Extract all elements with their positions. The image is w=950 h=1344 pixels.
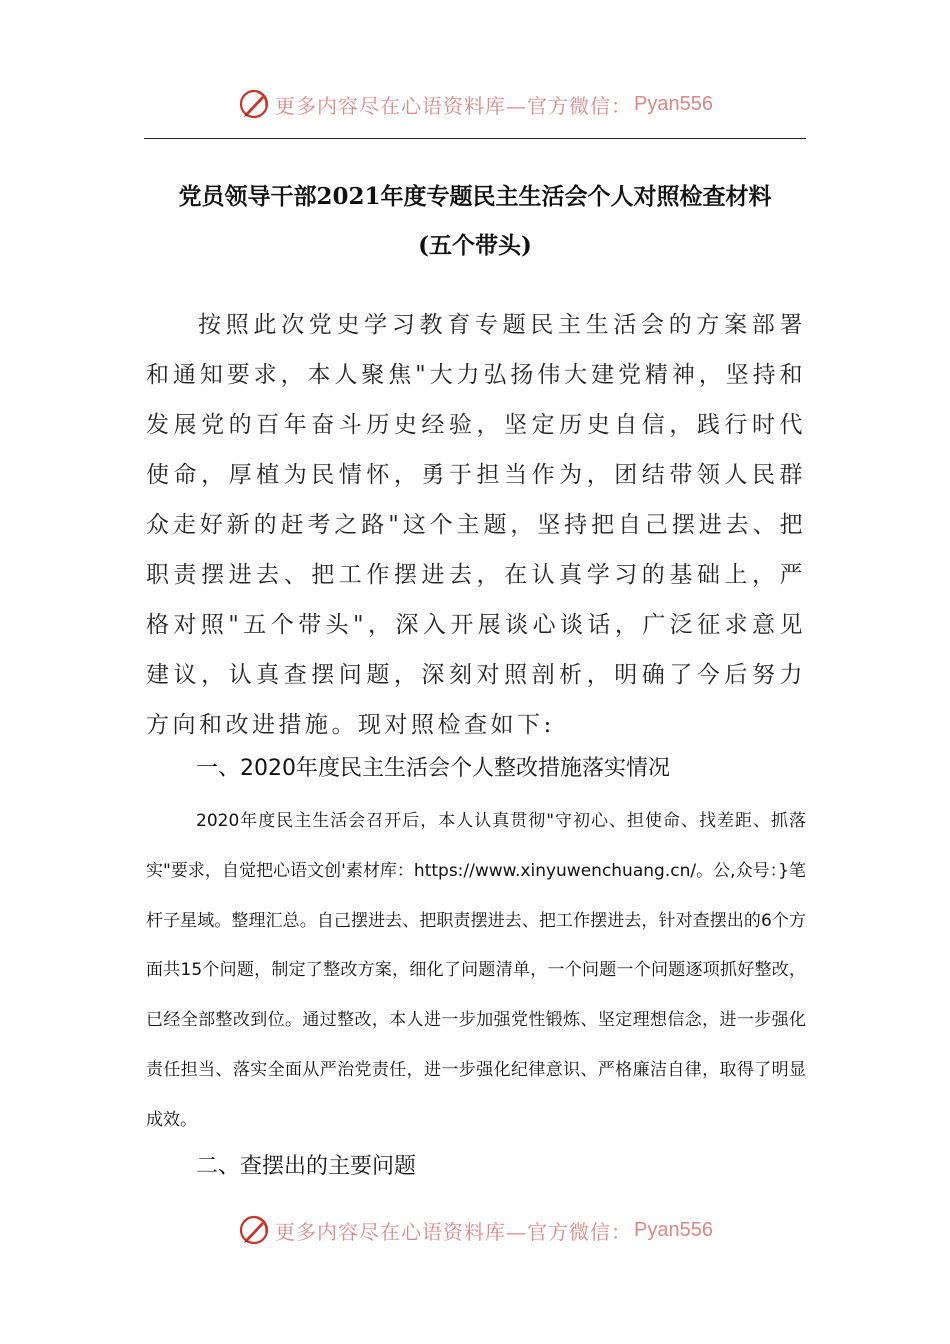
document-subtitle: (五个带头) bbox=[418, 232, 532, 259]
header-divider bbox=[144, 138, 806, 139]
document-title: 党员领导干部2021年度专题民主生活会个人对照检查材料 bbox=[178, 183, 772, 210]
banner-text: 更多内容尽在心语资料库—官方微信： bbox=[275, 93, 633, 118]
section-1-body: 2020年度民主生活会召开后，本人认真贯彻"守初心、担使命、找差距、抓落实"要求，自觉把心语文创'素材库：https://www.xinyuwenchuang.cn/。公,众号：}笔杆子星域。整理汇总。自己摆进去、把职责摆进去、把工作摆进去，针对查摆出的6个方面共15个问题，制定了整改方案，细化了问题清单，一个问题一个问题逐项抓好整改，已经全部整改到位。通过整改，本人进一步加强党性锻炼、坚定理想信念，进一步强化责任担当、落实全面从严治党责任，进一步强化纪律意识、严格廉洁自律，取得了明显成效。 bbox=[146, 811, 806, 1130]
section-2-heading: 二、查摆出的主要问题 bbox=[196, 1154, 417, 1179]
intro-paragraph: 按照此次党史学习教育专题民主生活会的方案部署和通知要求，本人聚焦"大力弘扬伟大建党精神，坚持和发展党的百年奋斗历史经验，坚定历史自信，践行时代使命，厚植为民情怀，勇于担当作为，团结带领人民群众走好新的赶考之路"这个主题，坚持把自己摆进去、把职责摆进去、把工作摆进去，在认真学习的基础上，严格对照"五个带头"，深入开展谈心谈话，广泛征求意见建议，认真查摆问题，深刻对照剖析，明确了今后努力方向和改进措施。现对照检查如下: bbox=[146, 312, 806, 738]
pen-logo-icon bbox=[237, 87, 271, 121]
pen-logo-icon bbox=[237, 1213, 271, 1247]
footer-banner bbox=[0, 1210, 950, 1250]
section-1-heading: 一、2020年度民主生活会个人整改措施落实情况 bbox=[196, 756, 670, 781]
header-banner bbox=[0, 84, 950, 124]
banner-text: 更多内容尽在心语资料库—官方微信： bbox=[275, 1219, 633, 1244]
banner-wechat-handle: Pyan556 bbox=[634, 92, 713, 115]
banner-wechat-handle: Pyan556 bbox=[634, 1218, 713, 1241]
